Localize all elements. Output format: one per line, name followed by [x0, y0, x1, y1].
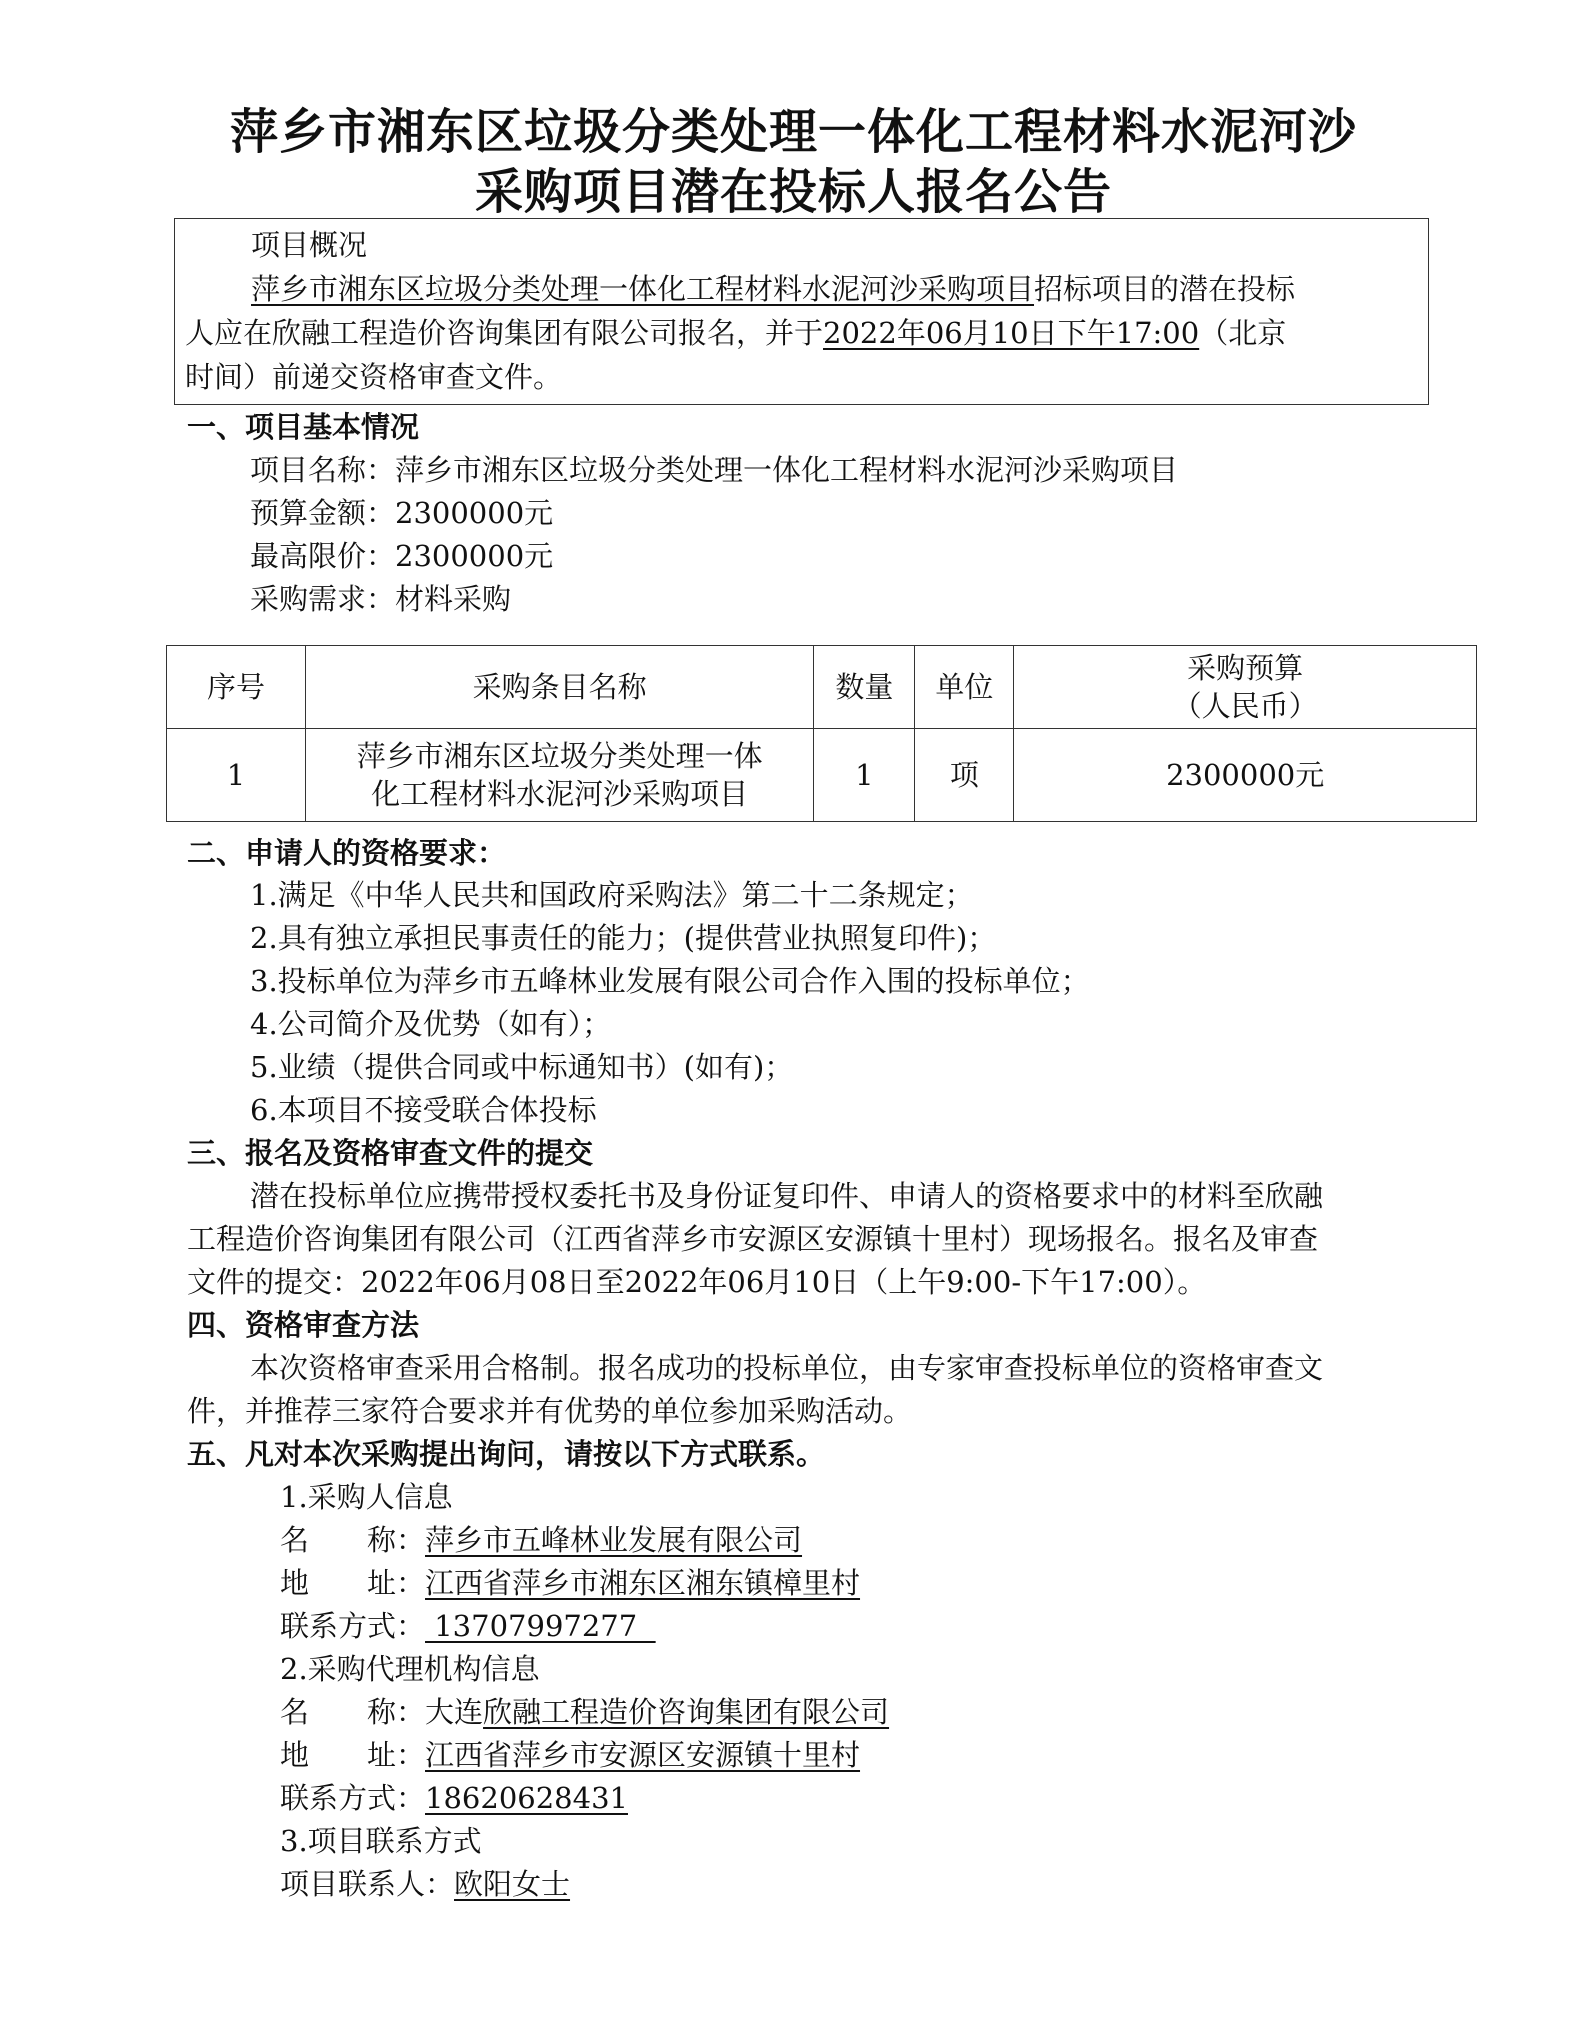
buyer-address: 江西省萍乡市湘东区湘东镇樟里村: [425, 1566, 861, 1600]
agency-name-label: 名 称：: [280, 1695, 426, 1729]
buyer-address-label: 地 址：: [280, 1566, 426, 1600]
cell-quantity: 1: [814, 729, 915, 822]
buyer-contact-row: [280, 1608, 656, 1644]
overview-line-2-pre: 人应在欣融工程造价咨询集团有限公司报名，并于: [185, 316, 824, 350]
cell-unit: 项: [915, 729, 1014, 822]
project-contact-person: 欧阳女士: [454, 1867, 571, 1901]
table-header-row: [167, 646, 1477, 729]
overview-deadline: 2022年06月10日下午17:00: [823, 316, 1200, 350]
cell-budget: 2300000元: [1014, 729, 1477, 822]
cell-item-line-2: 化工程材料水泥河沙采购项目: [371, 777, 749, 811]
cell-no: 1: [167, 729, 306, 822]
overview-project-name: 萍乡市湘东区垃圾分类处理一体化工程材料水泥河沙采购项目: [251, 272, 1035, 306]
buyer-info-heading: 1.采购人信息: [280, 1480, 453, 1514]
overview-line-2: [185, 315, 1286, 351]
submission-line-1: 潜在投标单位应携带授权委托书及身份证复印件、申请人的资格要求中的材料至欣融: [250, 1179, 1324, 1213]
submission-line-3: 文件的提交：2022年06月08日至2022年06月10日（上午9:00-下午17:00）。: [187, 1265, 1207, 1299]
header-unit: 单位: [915, 646, 1014, 729]
buyer-name-row: [280, 1522, 802, 1558]
overview-heading: 项目概况: [251, 228, 368, 262]
agency-address: 江西省萍乡市安源区安源镇十里村: [425, 1738, 861, 1772]
procurement-items-table: [166, 645, 1477, 822]
project-overview-box: [174, 218, 1429, 405]
overview-line-1: [251, 271, 1295, 307]
header-budget-line-2: （人民币）: [1172, 689, 1318, 723]
buyer-name: 萍乡市五峰林业发展有限公司: [425, 1523, 803, 1557]
section-3-heading: 三、报名及资格审查文件的提交: [187, 1136, 594, 1170]
requirement-item: 2.具有独立承担民事责任的能力；(提供营业执照复印件)；: [250, 921, 997, 955]
section-2-heading: 二、申请人的资格要求：: [187, 836, 507, 870]
cell-item-line-1: 萍乡市湘东区垃圾分类处理一体: [356, 739, 763, 773]
requirement-item: 6.本项目不接受联合体投标: [250, 1093, 597, 1127]
agency-contact-label: 联系方式：: [280, 1781, 426, 1815]
overview-line-1-rest: 招标项目的潜在投标: [1034, 272, 1296, 306]
agency-info-heading: 2.采购代理机构信息: [280, 1652, 540, 1686]
requirement-item: 4.公司简介及优势（如有）；: [250, 1007, 612, 1041]
document-title-line-1: 萍乡市湘东区垃圾分类处理一体化工程材料水泥河沙: [229, 104, 1357, 160]
max-price: 最高限价：2300000元: [250, 539, 554, 573]
agency-name: 欣融工程造价咨询集团有限公司: [483, 1695, 890, 1729]
buyer-name-label: 名 称：: [280, 1523, 426, 1557]
agency-name-row: [280, 1694, 889, 1730]
procurement-demand: 采购需求：材料采购: [250, 582, 512, 616]
requirement-item: 3.投标单位为萍乡市五峰林业发展有限公司合作入围的投标单位；: [250, 964, 1090, 998]
section-4-heading: 四、资格审查方法: [187, 1308, 420, 1342]
requirement-item: 1.满足《中华人民共和国政府采购法》第二十二条规定；: [250, 878, 974, 912]
section-5-heading: 五、凡对本次采购提出询问，请按以下方式联系。: [187, 1437, 826, 1471]
overview-line-3: 时间）前递交资格审查文件。: [185, 360, 563, 394]
document-title-line-2: 采购项目潜在投标人报名公告: [474, 164, 1112, 220]
project-contact-label: 项目联系人：: [280, 1867, 455, 1901]
header-quantity: 数量: [814, 646, 915, 729]
section-1-heading: 一、项目基本情况: [187, 410, 420, 444]
project-name: 项目名称：萍乡市湘东区垃圾分类处理一体化工程材料水泥河沙采购项目: [250, 453, 1179, 487]
review-method-line-1: 本次资格审查采用合格制。报名成功的投标单位，由专家审查投标单位的资格审查文: [250, 1351, 1324, 1385]
agency-phone: 18620628431: [425, 1781, 628, 1815]
cell-item-name: [305, 729, 814, 822]
agency-address-label: 地 址：: [280, 1738, 426, 1772]
table-row: [167, 729, 1477, 822]
header-no: 序号: [167, 646, 306, 729]
buyer-address-row: [280, 1565, 860, 1601]
budget-amount: 预算金额：2300000元: [250, 496, 554, 530]
buyer-phone: 13707997277: [425, 1609, 656, 1643]
header-budget: [1014, 646, 1477, 729]
header-item-name: 采购条目名称: [305, 646, 814, 729]
submission-line-2: 工程造价咨询集团有限公司（江西省萍乡市安源区安源镇十里村）现场报名。报名及审查: [187, 1222, 1319, 1256]
requirement-item: 5.业绩（提供合同或中标通知书）(如有)；: [250, 1050, 794, 1084]
review-method-line-2: 件，并推荐三家符合要求并有优势的单位参加采购活动。: [187, 1394, 913, 1428]
project-contact-row: [280, 1866, 570, 1902]
buyer-contact-label: 联系方式：: [280, 1609, 426, 1643]
overview-line-2-post: （北京: [1199, 316, 1287, 350]
project-contact-heading: 3.项目联系方式: [280, 1824, 482, 1858]
agency-address-row: [280, 1737, 860, 1773]
header-budget-line-1: 采购预算: [1187, 651, 1304, 685]
agency-name-prefix: 大连: [425, 1695, 484, 1729]
agency-contact-row: [280, 1780, 628, 1816]
